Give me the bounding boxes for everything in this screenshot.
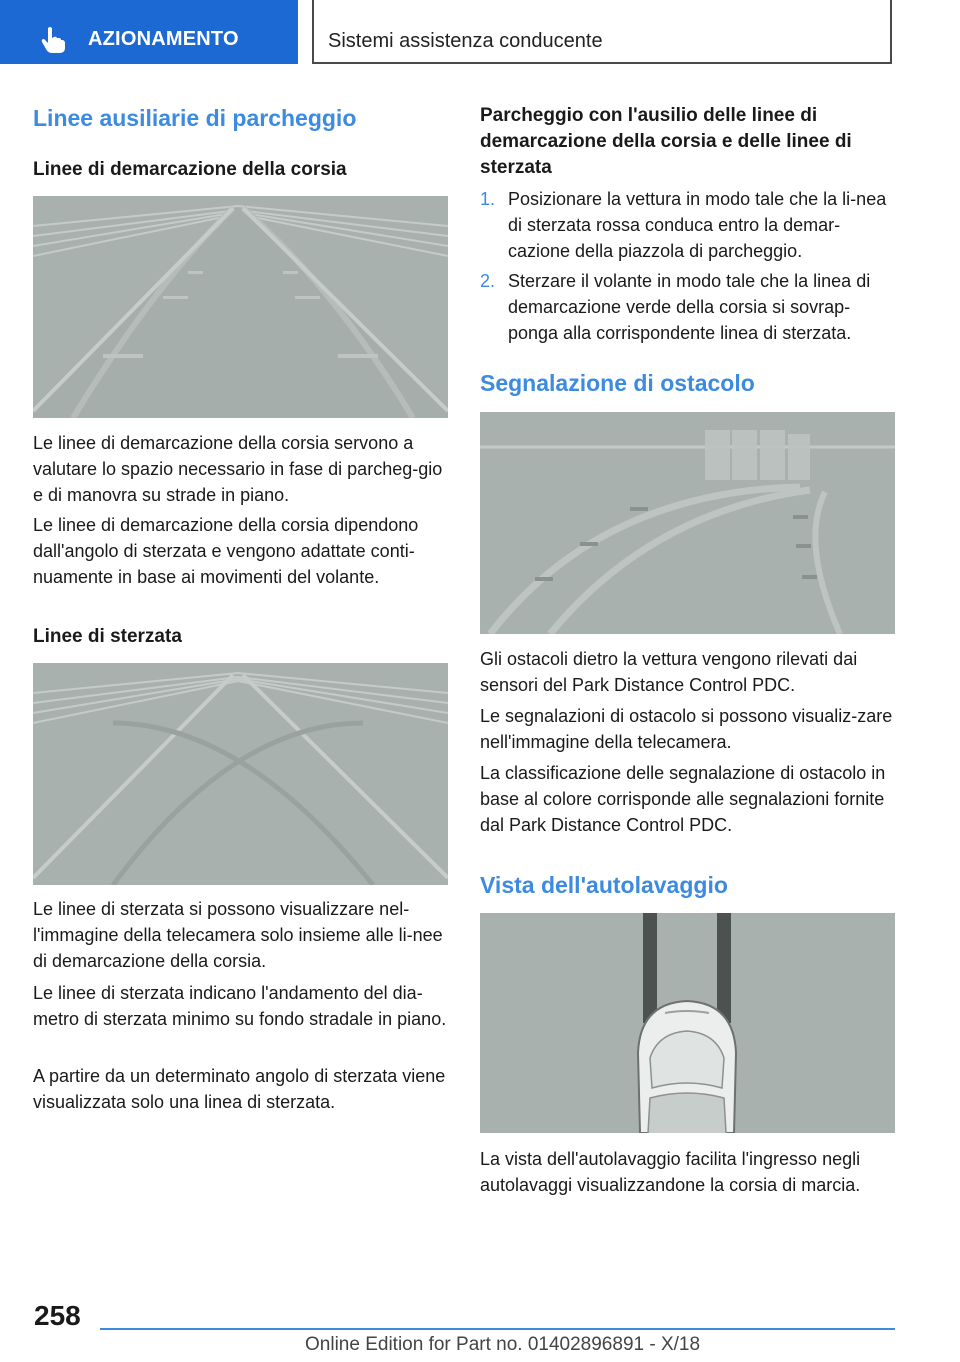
- page-title: Linee ausiliarie di parcheggio: [33, 105, 357, 131]
- section-header: [312, 0, 892, 64]
- step-2: [480, 268, 895, 346]
- section-title-obstacle: Segnalazione di ostacolo: [480, 370, 755, 396]
- paragraph: La vista dell'autolavaggio facilita l'ingresso negli autolavaggi visualizzandone la corsia di marcia.: [480, 1149, 861, 1195]
- step-text: Posizionare la vettura in modo tale che la li-nea di sterzata rossa conduca entro la demar-cazione della piazzola di parcheggio.: [508, 189, 887, 261]
- lane-lines-figure: [33, 196, 448, 418]
- chapter-tab[interactable]: [0, 0, 298, 64]
- subheading-parking-assist: Parcheggio con l'ausilio delle linee di demarcazione della corsia e delle linee di sterzata: [480, 105, 852, 178]
- paragraph: Le segnalazioni di ostacolo si possono visualiz-zare nell'immagine della telecamera.: [480, 706, 893, 752]
- step-text: Sterzare il volante in modo tale che la linea di demarcazione verde della corsia si sovrap-ponga alla corrispondente linea di sterzata.: [508, 271, 871, 343]
- hand-pointer-icon: [40, 26, 66, 54]
- obstacle-figure: [480, 412, 895, 634]
- paragraph: A partire da un determinato angolo di sterzata viene visualizzata solo una linea di sterzata.: [33, 1066, 446, 1112]
- chapter-label: AZIONAMENTO: [88, 28, 239, 50]
- section-title-carwash: Vista dell'autolavaggio: [480, 872, 728, 898]
- paragraph: Le linee di sterzata indicano l'andamento del dia-metro di sterzata minimo su fondo stradale in piano.: [33, 983, 447, 1029]
- footer-edition: Online Edition for Part no. 01402896891 - X/18: [305, 1334, 701, 1355]
- steering-lines-figure: [33, 663, 448, 885]
- paragraph: Gli ostacoli dietro la vettura vengono rilevati dai sensori del Park Distance Control PDC.: [480, 649, 858, 695]
- step-number: 2.: [480, 271, 496, 291]
- footer-rule: [100, 1328, 895, 1330]
- subheading-lane-lines: Linee di demarcazione della corsia: [33, 159, 347, 180]
- paragraph: La classificazione delle segnalazione di ostacolo in base al colore corrisponde alle segnalazioni fornite dal Park Distance Control PDC.: [480, 763, 886, 835]
- section-label: Sistemi assistenza conducente: [328, 30, 603, 52]
- page-number: 258: [34, 1300, 81, 1331]
- paragraph: Le linee di demarcazione della corsia dipendono dall'angolo di sterzata e vengono adattate conti-nuamente in base ai movimenti del volante.: [33, 515, 419, 587]
- paragraph: Le linee di sterzata si possono visualizzare nel-l'immagine della telecamera solo insieme alle li-nee di demarcazione della corsia.: [33, 899, 443, 971]
- step-1: [480, 186, 895, 264]
- paragraph: Le linee di demarcazione della corsia servono a valutare lo spazio necessario in fase di parcheg-gio e di manovra su strade in piano.: [33, 433, 443, 505]
- subheading-steering-lines: Linee di sterzata: [33, 626, 182, 647]
- step-number: 1.: [480, 189, 496, 209]
- carwash-figure: [480, 913, 895, 1133]
